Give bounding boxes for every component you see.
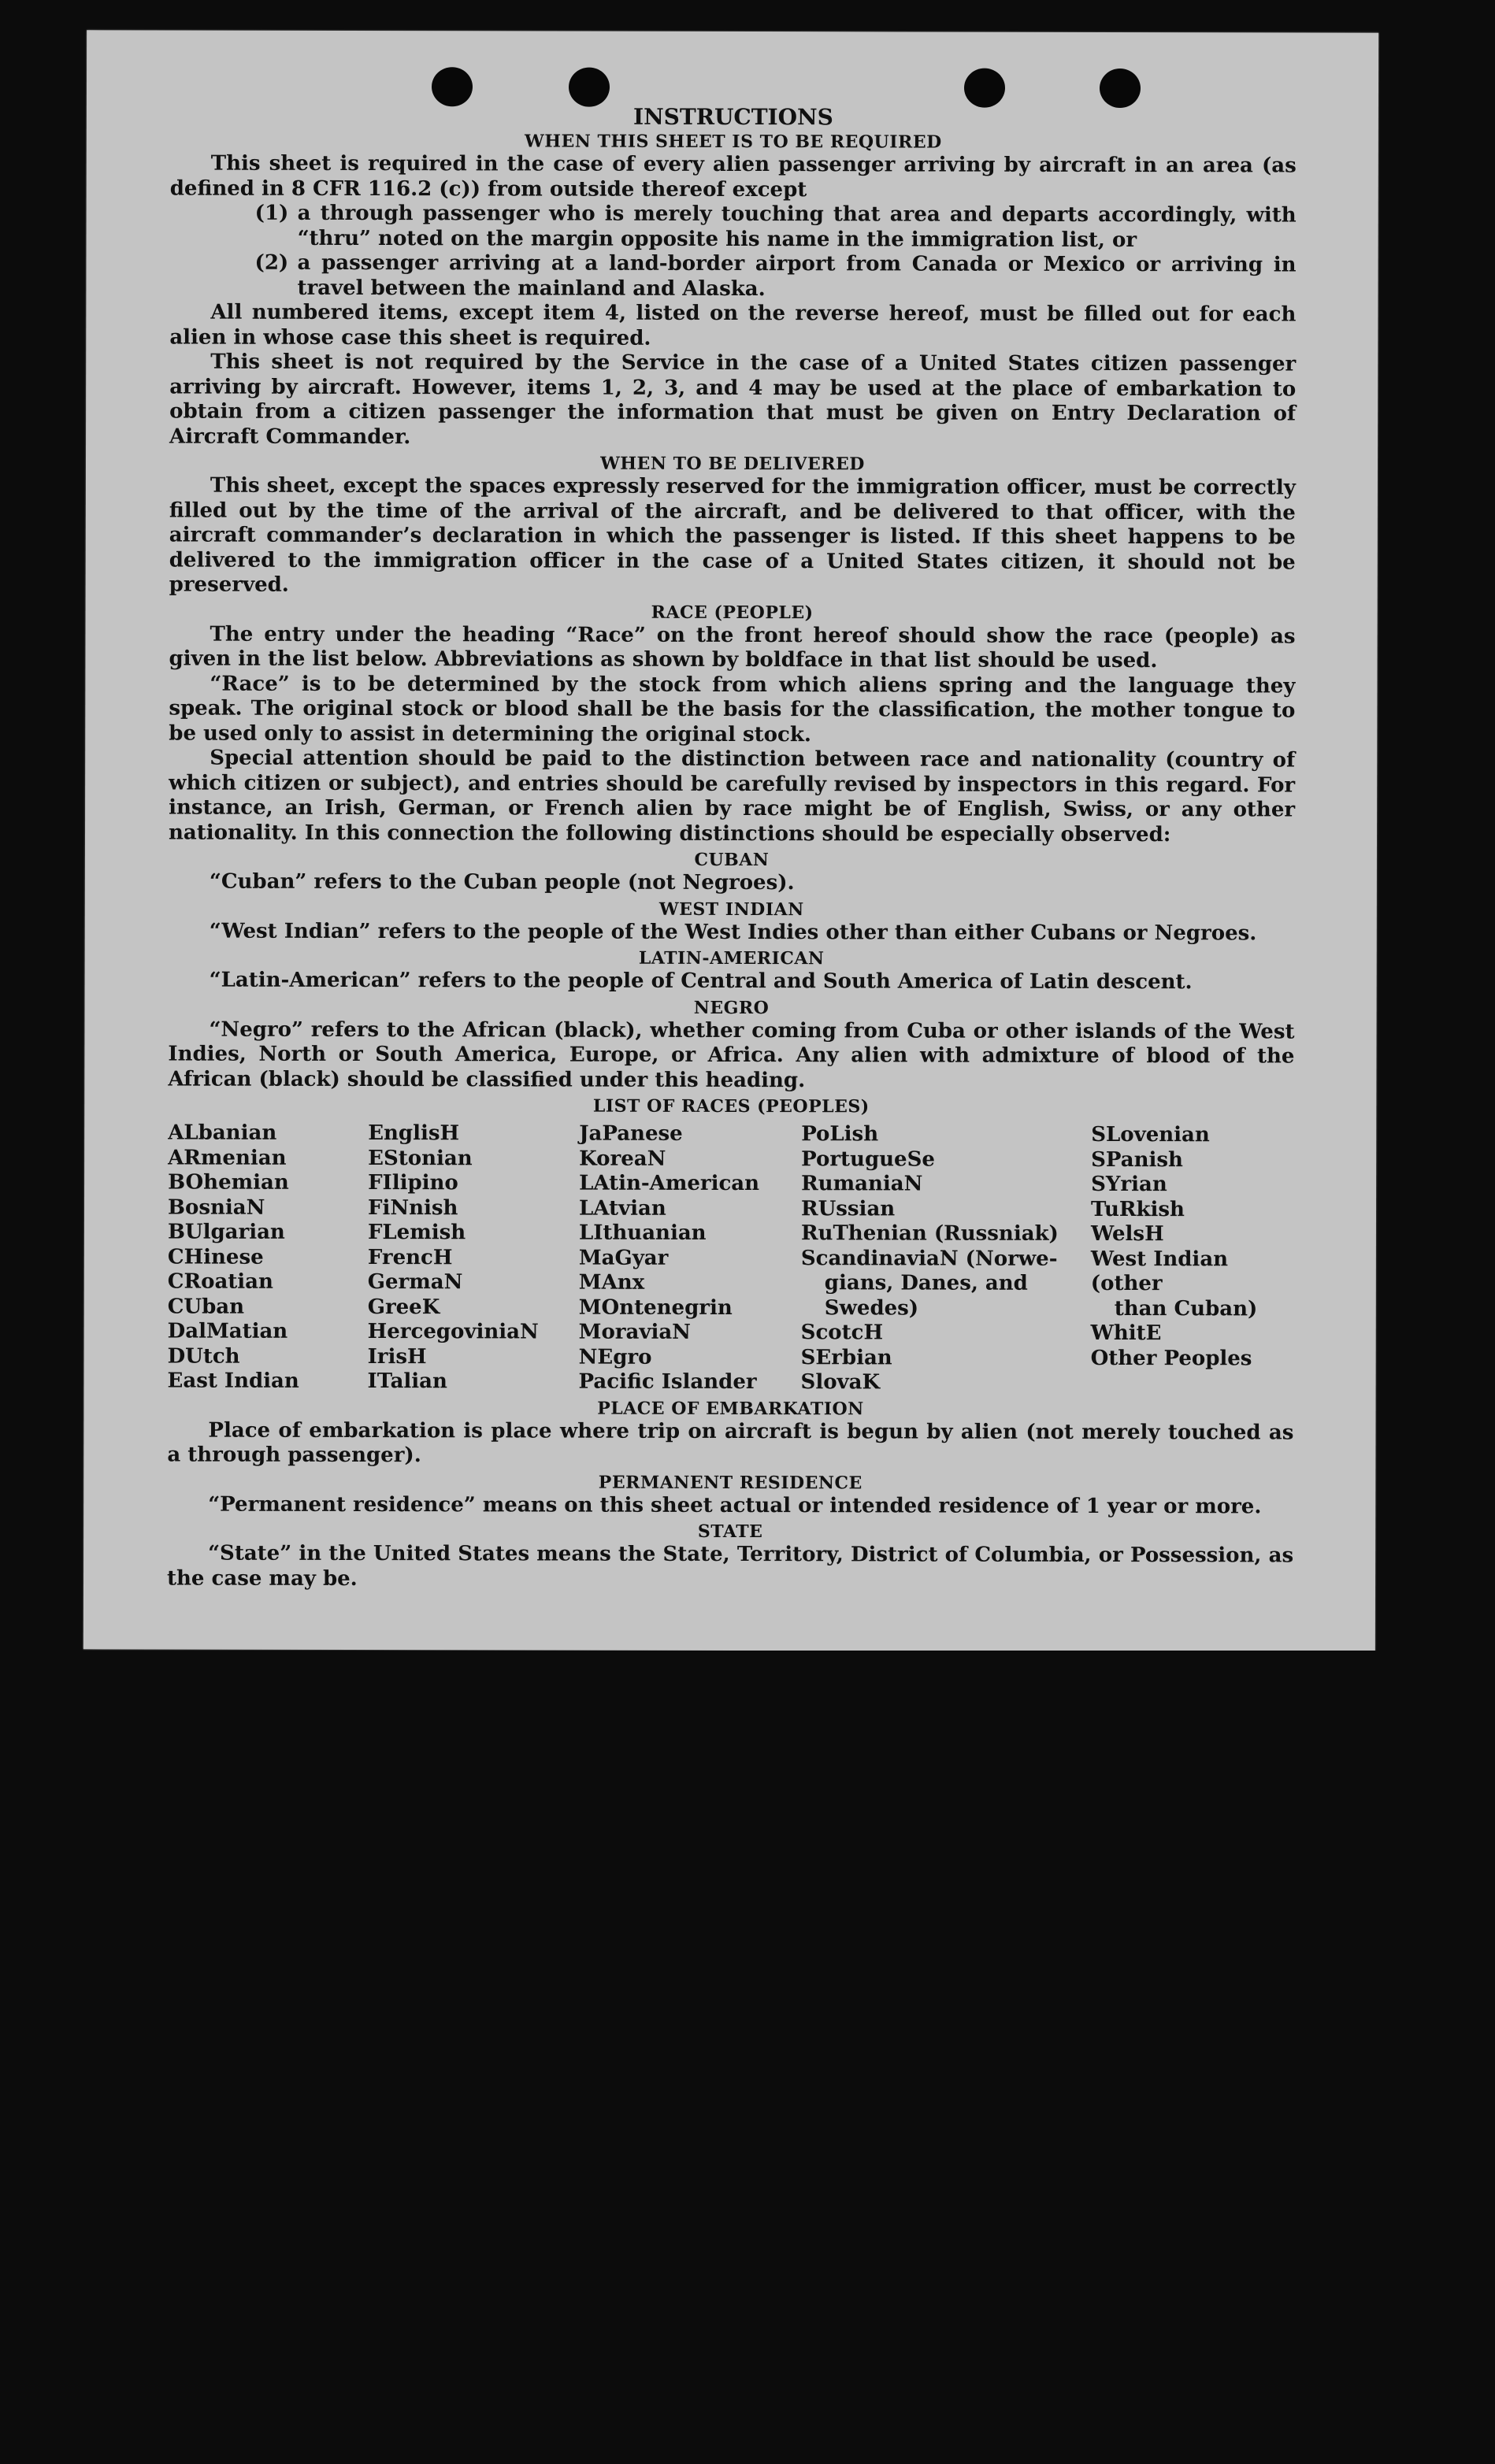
race-entry: WhitE (1090, 1321, 1162, 1346)
punch-hole (964, 69, 1005, 108)
heading-embarkation: PLACE OF EMBARKATION (597, 1398, 864, 1419)
heading-latin-american: LATIN-AMERICAN (638, 947, 825, 969)
races-column (1091, 1123, 1295, 1396)
races-column (579, 1122, 802, 1395)
paragraph: This sheet, except the spaces expressly reserved for the immigration officer, must be correctly filled out by the time of the arrival of the aircraft, and be delivered to that officer, with the aircraft commander’s declaration in which the passenger is listed. If this sheet happens to be delivered to the immigration officer in the case of a United States citizen, it should not be preserved. (169, 473, 1296, 597)
paragraph: This sheet is not required by the Service in the case of a United States citizen passenger arriving by aircraft. However, items 1, 2, 3, and 4 may be used at the place of embarkation to obtain from a citizen passenger the information that must be given on Entry Declaration of Aircraft Commander. (169, 350, 1297, 449)
list-item (169, 251, 1296, 303)
race-entry: CHinese (167, 1245, 264, 1269)
race-entry-continuation: gians, Danes, and (824, 1271, 1028, 1295)
paragraph: “Permanent residence” means on this sheet actual or intended residence of 1 year or more. (208, 1492, 1262, 1518)
paragraph: “Race” is to be determined by the stock from which aliens spring and the language they speak. The original stock or blood shall be the basis for the classification, the mother tongue to be used only to assist in determining the original stock. (169, 672, 1296, 747)
race-entry: SlovaK (800, 1370, 881, 1395)
paragraph: Special attention should be paid to the distinction between race and nationality (country of which citizen or subject), and entries should be carefully revised by inspectors in this regard. For instance, an Irish, German, or French alien by race might be of English, Swiss, or any other nationality. In this connection the following distinctions should be especially observed: (168, 746, 1296, 847)
heading-when-delivered: WHEN TO BE DELIVERED (600, 453, 865, 475)
race-entry: KoreaN (579, 1147, 666, 1171)
race-entry: Other Peoples (1090, 1346, 1252, 1370)
race-entry: SLovenian (1091, 1122, 1210, 1147)
race-entry: ARmenian (168, 1146, 287, 1170)
paragraph: “Negro” refers to the African (black), whether coming from Cuba or other islands of the West Indies, North or South America, Europe, or Africa. Any alien with admixture of blood of the African (black) should be classified under this heading. (168, 1017, 1295, 1092)
list-item-number: (1) (254, 201, 289, 225)
race-entry: SYrian (1091, 1172, 1167, 1197)
race-entry: DalMatian (167, 1319, 288, 1343)
race-entry: BUlgarian (167, 1220, 285, 1244)
race-entry: CUban (167, 1295, 245, 1319)
document-sheet (83, 30, 1378, 1651)
list-item (170, 202, 1297, 254)
race-entry: TuRkish (1090, 1197, 1185, 1221)
race-entry: RUssian (800, 1196, 896, 1221)
race-entry: RuThenian (Russniak) (800, 1221, 1059, 1246)
race-entry: IrisH (367, 1344, 427, 1369)
race-entry: FIlipino (368, 1171, 458, 1195)
list-item-text: a through passenger who is merely touching that area and departs accordingly, with “thru” noted on the margin opposite his name in the immigration list, or (297, 201, 1297, 252)
race-entry: PortugueSe (801, 1147, 935, 1172)
race-entry: HercegoviniaN (367, 1320, 539, 1344)
paragraph: This sheet is required in the case of every alien passenger arriving by aircraft in an area (as defined in 8 CFR 116.2 (c)) from outside thereof except (169, 151, 1297, 202)
race-entry: West Indian (other (1090, 1247, 1229, 1296)
race-entry: BOhemian (168, 1170, 289, 1195)
race-entry: East Indian (167, 1369, 299, 1393)
scan-background (0, 1651, 1495, 2464)
heading-race: RACE (PEOPLE) (651, 602, 814, 623)
list-item-text: a passenger arriving at a land-border airport from Canada or Mexico or arriving in travel between the mainland and Alaska. (297, 250, 1297, 301)
race-entry: Pacific Islander (578, 1369, 757, 1395)
paragraph: Place of embarkation is place where trip on aircraft is begun by alien (not merely touched as a through passenger). (167, 1418, 1294, 1468)
race-entry-continuation: than Cuban) (1114, 1296, 1258, 1321)
paragraph: “Cuban” refers to the Cuban people (not Negroes). (209, 869, 795, 895)
heading-negro: NEGRO (693, 997, 770, 1018)
paragraph: All numbered items, except item 4, listed on the reverse hereof, must be filled out for each alien in whose case this sheet is required. (169, 300, 1297, 350)
paragraph: The entry under the heading “Race” on the front hereof should show the race (people) as given in the list below. Abbreviations as shown by boldface in that list should be used. (169, 622, 1296, 673)
race-entry-continuation: Swedes) (824, 1295, 919, 1320)
race-entry: ScotcH (800, 1321, 884, 1345)
race-entry: BosniaN (167, 1195, 265, 1220)
heading-list-of-races: LIST OF RACES (PEOPLES) (592, 1095, 870, 1117)
race-entry: ALbanian (168, 1121, 277, 1145)
heading-state: STATE (697, 1521, 763, 1543)
heading-cuban: CUBAN (694, 849, 770, 871)
punch-hole (1100, 69, 1141, 108)
race-entry: EnglisH (368, 1121, 460, 1146)
race-entry: GreeK (367, 1295, 440, 1319)
paragraph: “State” in the United States means the State, Territory, District of Columbia, or Possession, as the case may be. (167, 1541, 1294, 1591)
heading-residence: PERMANENT RESIDENCE (598, 1472, 862, 1493)
paragraph: “Latin-American” refers to the people of Central and South America of Latin descent. (209, 968, 1193, 995)
race-entry: ScandinaviaN (Norwe- (800, 1246, 1058, 1271)
race-entry: SPanish (1091, 1147, 1183, 1172)
heading-when-required: WHEN THIS SHEET IS TO BE REQUIRED (525, 131, 942, 153)
race-entry: LAtin-American (579, 1171, 760, 1196)
race-entry: CRoatian (167, 1269, 273, 1294)
race-entry: MaGyar (578, 1246, 669, 1270)
race-entry: EStonian (368, 1146, 473, 1170)
race-entry: FLemish (367, 1221, 466, 1245)
race-entry: LIthuanian (578, 1221, 707, 1245)
races-column (801, 1122, 1092, 1395)
race-entry: MOntenegrin (578, 1295, 733, 1320)
race-entry: RumaniaN (801, 1172, 923, 1196)
race-entry: FrencH (367, 1245, 453, 1269)
races-column (368, 1121, 580, 1395)
race-entry: SErbian (800, 1345, 892, 1369)
race-entry: JaPanese (579, 1121, 683, 1146)
race-entry: NEgro (578, 1345, 652, 1369)
heading-west-indian: WEST INDIAN (658, 899, 804, 920)
punch-hole (569, 68, 610, 107)
race-entry: PoLish (801, 1122, 879, 1147)
race-entry: ITalian (367, 1369, 447, 1394)
instructions-content (167, 103, 1297, 1594)
race-entry: LAtvian (578, 1196, 666, 1221)
race-entry: FiNnish (367, 1195, 458, 1220)
race-entry: MAnx (578, 1270, 645, 1295)
races-list (168, 1121, 1295, 1396)
paragraph: “West Indian” refers to the people of the West Indies other than either Cubans or Negroes. (209, 919, 1257, 945)
race-entry: DUtch (167, 1344, 240, 1369)
race-entry: MoraviaN (578, 1320, 691, 1344)
page-title: INSTRUCTIONS (632, 103, 833, 131)
race-entry: GermaN (367, 1270, 463, 1295)
races-column (168, 1121, 369, 1395)
punch-hole (432, 67, 473, 106)
race-entry: WelsH (1090, 1221, 1164, 1247)
list-item-number: (2) (254, 250, 289, 275)
